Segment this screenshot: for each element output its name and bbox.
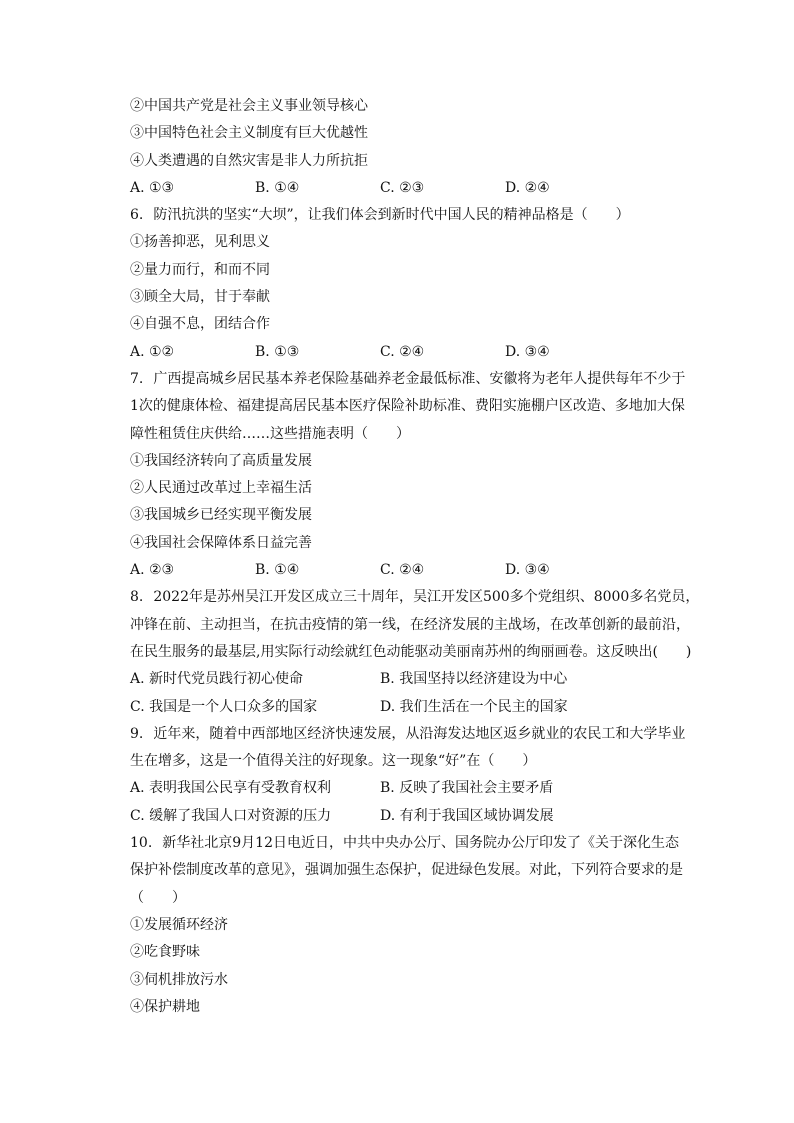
q7-option-c[interactable]: C. ②④ <box>380 562 425 579</box>
q6-item-4: ④自强不息，团结合作 <box>130 316 270 333</box>
q8-option-a[interactable]: A. 新时代党员践行初心使命 <box>130 671 304 688</box>
q7-stem-text-1: 广西提高城乡居民基本养老保险基础养老金最低标准、安徽将为老年人提供每年不少于 <box>153 370 686 387</box>
q7-stem-line-3: 障性租赁住庆供给……这些措施表明（ ） <box>130 425 410 442</box>
q10-item-2: ②吃食野味 <box>130 944 200 961</box>
q10-item-3: ③伺机排放污水 <box>130 971 228 988</box>
q6-options <box>130 339 705 366</box>
q7-option-d[interactable]: D. ③④ <box>505 562 550 579</box>
q8-stem-text-1: 2022年是苏州吴江开发区成立三十周年，吴江开发区500多个党组织、8000多名党员， <box>153 589 700 606</box>
q8-stem-line-1 <box>130 584 705 611</box>
q5-item-3: ③中国特色社会主义制度有巨大优越性 <box>130 125 368 142</box>
q9-options-row-1 <box>130 775 705 802</box>
q9-stem-text-1: 近年来，随着中西部地区经济快速发展，从沿海发达地区返乡就业的农民工和大学毕业 <box>153 725 686 742</box>
q8-number: 8. <box>130 589 144 606</box>
q6-number: 6. <box>130 207 144 224</box>
q9-stem-line-1 <box>130 721 705 748</box>
q7-item-1: ①我国经济转向了高质量发展 <box>130 452 312 469</box>
q6-item-1: ①扬善抑恶，见利思义 <box>130 234 270 251</box>
q9-number: 9. <box>130 725 144 742</box>
question-8 <box>130 584 705 720</box>
q6-option-c[interactable]: C. ②④ <box>380 343 425 360</box>
q9-option-c[interactable]: C. 缓解了我国人口对资源的压力 <box>130 807 332 824</box>
q5-option-b[interactable]: B. ①④ <box>255 179 300 196</box>
q7-number: 7. <box>130 370 144 387</box>
exam-page <box>130 93 705 1021</box>
q6-option-a[interactable]: A. ①② <box>130 343 175 360</box>
q7-item-3: ③我国城乡已经实现平衡发展 <box>130 507 312 524</box>
q10-item-1: ①发展循环经济 <box>130 916 228 933</box>
q9-options-row-2 <box>130 803 705 830</box>
q9-option-a[interactable]: A. 表明我国公民享有受教育权利 <box>130 780 332 797</box>
q6-option-d[interactable]: D. ③④ <box>505 343 550 360</box>
q6-stem <box>130 202 705 229</box>
q7-item-2: ②人民通过改革过上幸福生活 <box>130 480 312 497</box>
q5-item-2: ②中国共产党是社会主义事业领导核心 <box>130 98 368 114</box>
q10-item-4: ④保护耕地 <box>130 998 200 1015</box>
q6-stem-text: 防汛抗洪的坚实“大坝”，让我们体会到新时代中国人民的精神品格是（ ） <box>153 207 630 224</box>
q10-stem-line-3: （ ） <box>130 889 186 906</box>
q8-option-d[interactable]: D. 我们生活在一个民主的国家 <box>380 698 568 715</box>
q7-stem-line-2: 1次的健康体检、福建提高居民基本医疗保险补助标准、费阳实施棚户区改造、多地加大保 <box>130 398 685 415</box>
q5-options <box>130 175 705 202</box>
question-5-tail <box>130 93 705 202</box>
question-6 <box>130 202 705 366</box>
question-10 <box>130 830 705 1021</box>
q8-stem-line-2: 冲锋在前、主动担当，在抗击疫情的第一线，在经济发展的主战场，在改革创新的最前沿， <box>130 616 690 633</box>
q10-number: 10. <box>130 835 153 852</box>
q6-option-b[interactable]: B. ①③ <box>255 343 300 360</box>
q6-item-2: ②量力而行，和而不同 <box>130 261 270 278</box>
question-9 <box>130 721 705 830</box>
q7-stem-line-1 <box>130 366 705 393</box>
q5-item-4: ④人类遭遇的自然灾害是非人力所抗拒 <box>130 152 368 169</box>
q8-stem-line-3: 在民生服务的最基层,用实际行动绘就红色动能驱动美丽南苏州的绚丽画卷。这反映出( ) <box>130 643 692 660</box>
q9-option-b[interactable]: B. 反映了我国社会主要矛盾 <box>380 780 554 797</box>
q6-item-3: ③顾全大局，甘于奉献 <box>130 289 270 306</box>
q8-options-row-2 <box>130 694 705 721</box>
question-7 <box>130 366 705 584</box>
q7-option-b[interactable]: B. ①④ <box>255 562 300 579</box>
q7-item-4: ④我国社会保障体系日益完善 <box>130 534 312 551</box>
q5-option-d[interactable]: D. ②④ <box>505 179 550 196</box>
q7-options <box>130 557 705 584</box>
q10-stem-text-1: 新华社北京9月12日电近日，中共中央办公厅、国务院办公厅印发了《关于深化生态 <box>162 835 679 852</box>
q8-options-row-1 <box>130 666 705 693</box>
q10-stem-line-2: 保护补偿制度改革的意见》，强调加强生态保护，促进绿色发展。对此，下列符合要求的是 <box>130 862 683 879</box>
q7-option-a[interactable]: A. ②③ <box>130 562 175 579</box>
q8-option-c[interactable]: C. 我国是一个人口众多的国家 <box>130 698 318 715</box>
q10-stem-line-1 <box>130 830 705 857</box>
q5-option-c[interactable]: C. ②③ <box>380 179 425 196</box>
q8-option-b[interactable]: B. 我国坚持以经济建设为中心 <box>380 671 568 688</box>
q5-option-a[interactable]: A. ①③ <box>130 179 175 196</box>
q9-option-d[interactable]: D. 有利于我国区域协调发展 <box>380 807 554 824</box>
q9-stem-line-2: 生在增多，这是一个值得关注的好现象。这一现象“好”在（ ） <box>130 753 537 770</box>
